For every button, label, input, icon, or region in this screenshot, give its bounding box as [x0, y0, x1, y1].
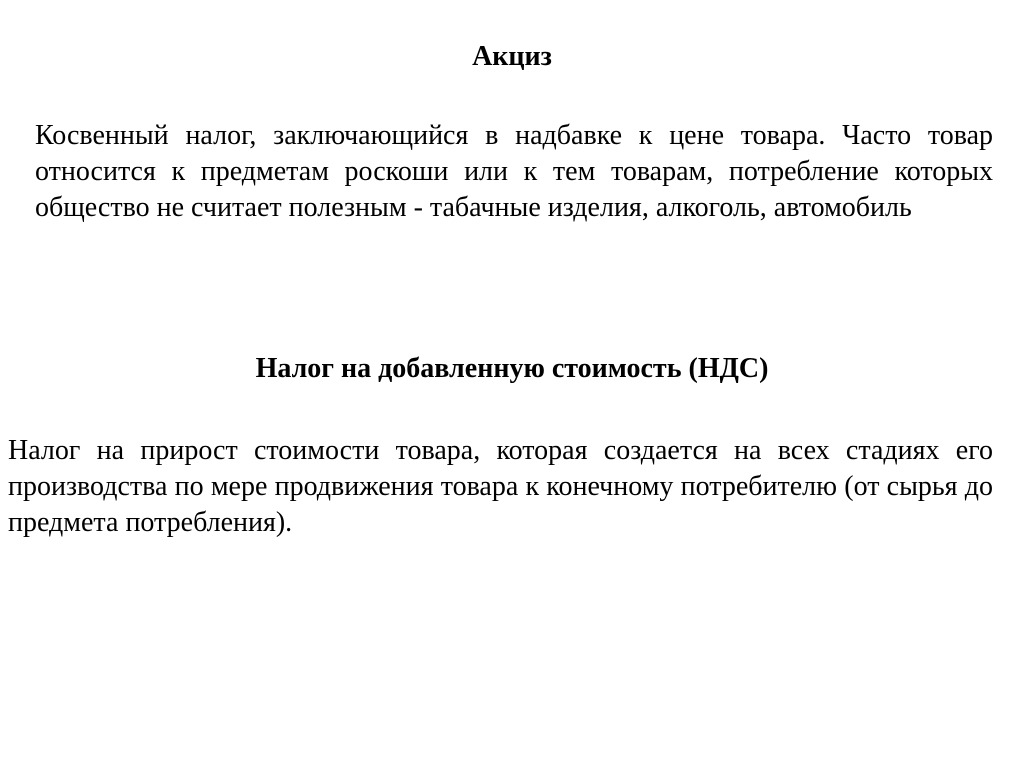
vat-heading: Налог на добавленную стоимость (НДС)	[255, 353, 769, 384]
vat-definition: Налог на прирост стоимости товара, которая создается на всех стадиях его производства по мере продвижения товара к конечному потребителю (от сырья до предмета потребления).	[8, 435, 993, 538]
excise-definition: Косвенный налог, заключающийся в надбавке к цене товара. Часто товар относится к предметам роскоши или к тем товарам, потребление которых общество не считает полезным - табачные изделия, алкоголь, автомобиль	[35, 120, 993, 223]
excise-heading: Акциз	[472, 41, 552, 72]
